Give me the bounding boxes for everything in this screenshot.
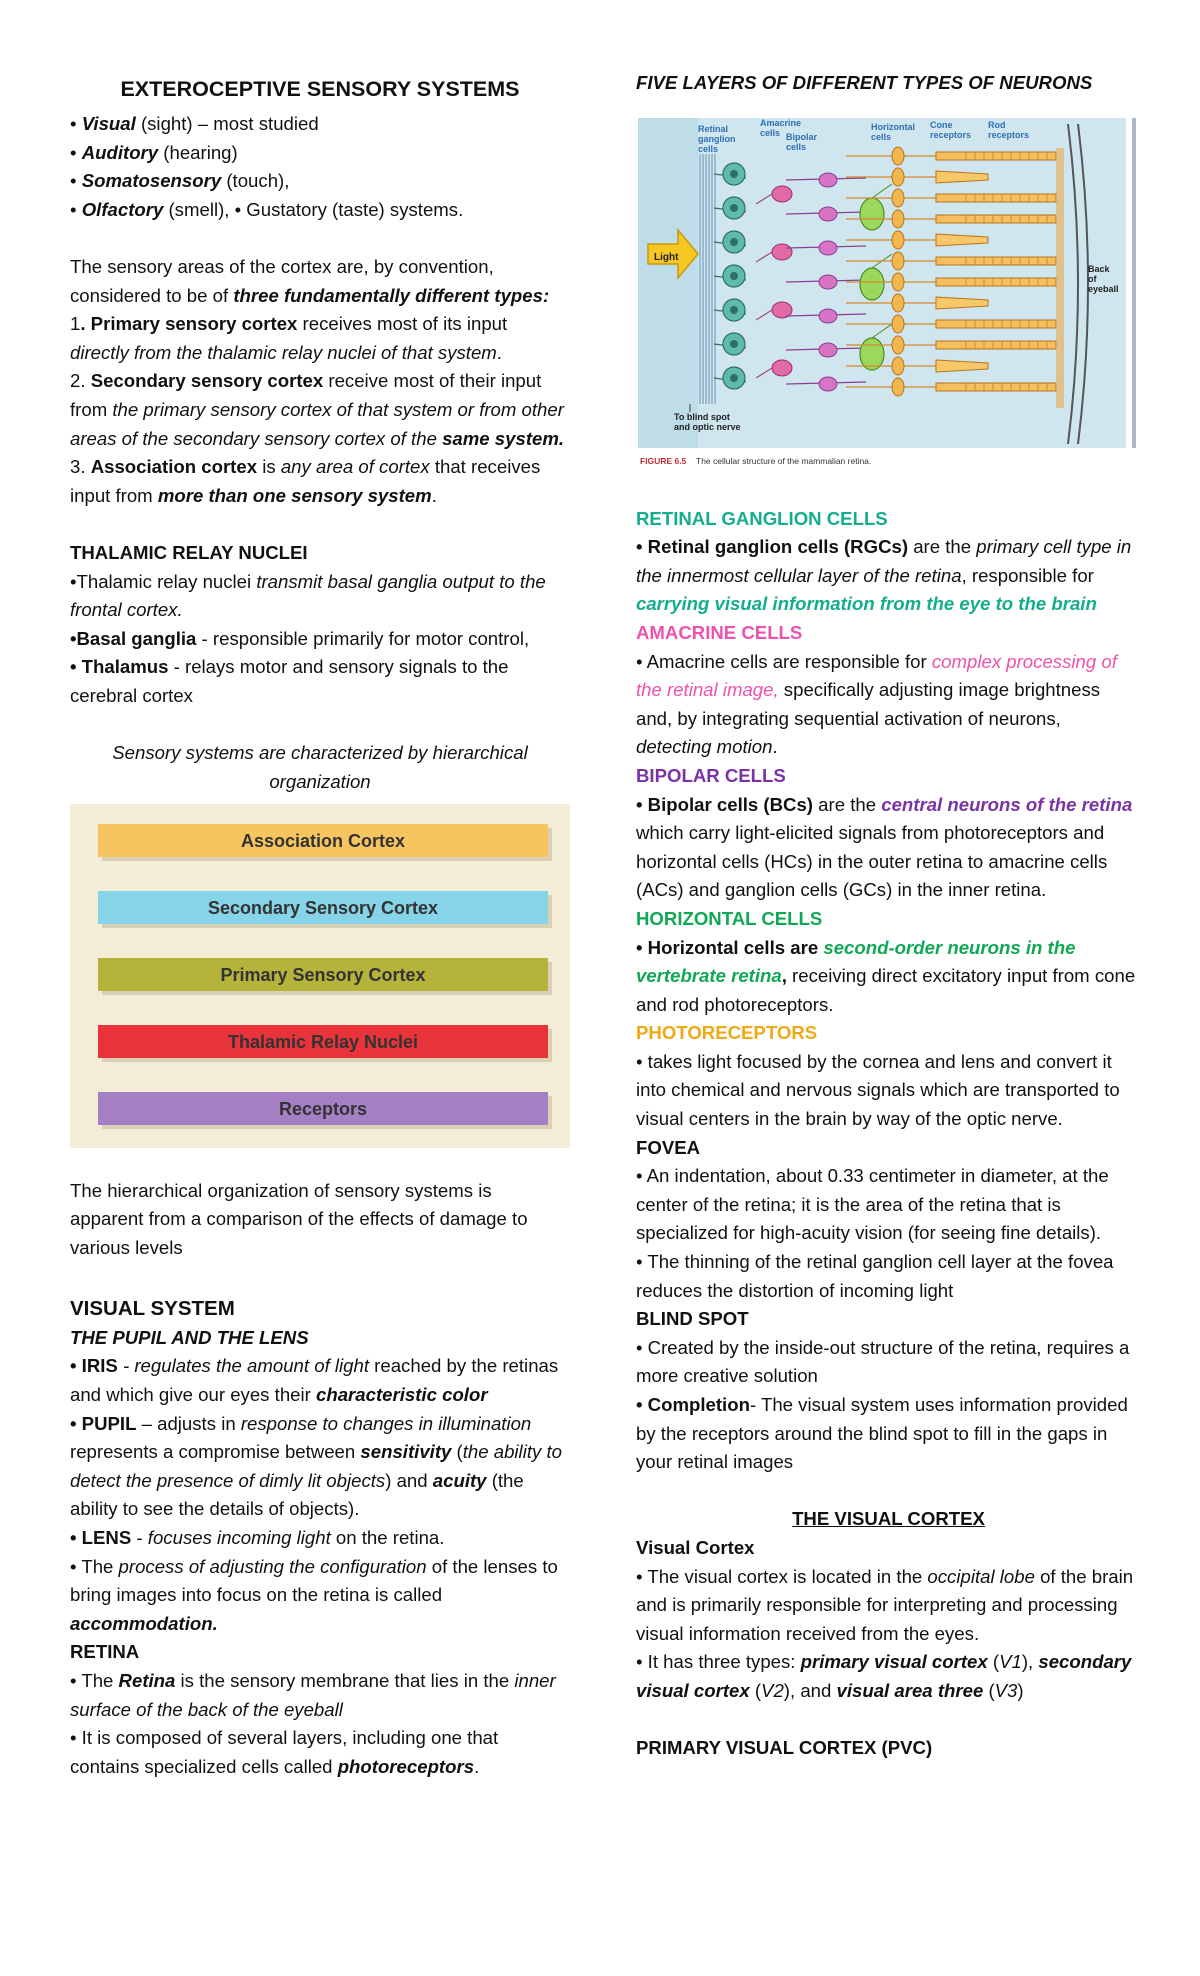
label-bipolar: Bipolar	[786, 132, 818, 142]
label-optic-nerve: and optic nerve	[674, 422, 741, 432]
emphasis-strong: Retina	[118, 1669, 176, 1691]
text: • The visual cortex is located in the	[636, 1565, 928, 1587]
emphasis-strong: same system.	[442, 427, 565, 449]
text: .	[431, 484, 437, 506]
hierarchy-bar-label: Primary Sensory Cortex	[220, 965, 426, 986]
label-receptors: receptors	[988, 130, 1030, 140]
page-title: EXTEROCEPTIVE SENSORY SYSTEMS	[120, 77, 520, 101]
pupil-item	[70, 1410, 570, 1524]
num: 3.	[70, 456, 91, 478]
left-column	[70, 68, 570, 1781]
iris-item	[70, 1352, 570, 1409]
bipolar-cell	[819, 241, 837, 255]
term: • Thalamus	[70, 656, 169, 678]
amacrine-heading: AMACRINE CELLS	[636, 621, 803, 643]
text: - relays motor and sensory signals to the cerebral cortex	[70, 656, 509, 706]
text: (	[987, 1651, 1000, 1673]
emphasis: transmit basal ganglia output to the frontal cortex.	[70, 570, 546, 621]
text: on the retina.	[330, 1526, 445, 1548]
receptor-nucleus	[892, 336, 904, 354]
term-auditory: Auditory	[81, 141, 159, 163]
label-blind-spot: To blind spot	[674, 412, 730, 422]
hierarchy-bar-label: Receptors	[278, 1099, 368, 1120]
bipolar-heading: BIPOLAR CELLS	[636, 764, 786, 786]
label-back: Back	[1088, 264, 1110, 274]
rgc-heading: RETINAL GANGLION CELLS	[636, 507, 888, 529]
figure-heading: FIVE LAYERS OF DIFFERENT TYPES OF NEURONS	[636, 72, 1093, 93]
term: • Bipolar cells (BCs)	[636, 793, 813, 815]
emphasis: V1	[999, 1651, 1022, 1673]
bipolar-cell	[819, 377, 837, 391]
text: ,	[781, 965, 787, 987]
visual-system-heading: VISUAL SYSTEM	[70, 1297, 235, 1321]
text: ) and	[385, 1469, 433, 1491]
bullet: •	[70, 141, 82, 163]
figure-number: FIGURE 6.5	[640, 456, 687, 466]
ganglion-nucleus	[730, 204, 738, 212]
text: .	[496, 341, 502, 363]
emphasis: the ability to detect the presence of dimly lit objects	[70, 1441, 562, 1491]
visual-cortex-heading: THE VISUAL CORTEX	[792, 1508, 985, 1530]
blind-spot-heading: BLIND SPOT	[636, 1308, 749, 1330]
text: represents a compromise between	[70, 1441, 361, 1463]
emphasis: V2	[761, 1679, 784, 1701]
text: receive most of their input from	[70, 370, 542, 420]
retina-figure	[636, 104, 1136, 476]
ganglion-nucleus	[730, 238, 738, 246]
label-retinal: Retinal	[698, 124, 729, 134]
receptor-nucleus	[892, 189, 904, 207]
retina-heading: RETINA	[70, 1641, 140, 1663]
retina-item	[70, 1724, 570, 1781]
label-cells: cells	[871, 132, 892, 142]
ganglion-nucleus	[730, 340, 738, 348]
emphasis: occipital lobe	[927, 1565, 1035, 1587]
text: receives most of its input	[297, 313, 508, 335]
pigment-layer	[1056, 148, 1064, 408]
amacrine-text	[636, 648, 1141, 762]
emphasis-strong: photoreceptors	[337, 1755, 475, 1777]
text: .	[772, 736, 778, 758]
visual-cortex-subheading: Visual Cortex	[636, 1536, 755, 1558]
intro-emphasis: three fundamentally different types:	[233, 284, 550, 306]
bipolar-cell	[819, 173, 837, 187]
horizontal-heading: HORIZONTAL CELLS	[636, 907, 823, 929]
bipolar-cell	[819, 207, 837, 221]
label-cells: cells	[760, 128, 781, 138]
emphasis: primary cell type in the innermost cellular layer of the retina	[636, 536, 1132, 586]
receptor-nucleus	[892, 252, 904, 270]
term: • Horizontal cells are	[636, 936, 824, 958]
hierarchy-bar-label: Thalamic Relay Nuclei	[227, 1032, 419, 1053]
term-visual: Visual	[81, 113, 136, 134]
receptor-nucleus	[892, 273, 904, 291]
label-ganglion: ganglion	[698, 134, 736, 144]
lens-item	[70, 1524, 570, 1553]
emphasis: focuses incoming light	[147, 1526, 331, 1548]
receptor-nucleus	[892, 315, 904, 333]
emphasis: detecting motion	[636, 736, 773, 758]
text: • The	[70, 1555, 119, 1577]
emphasis: - regulates the amount of light	[117, 1355, 370, 1377]
label-amacrine: Amacrine	[760, 118, 802, 128]
rgc-text	[636, 533, 1141, 619]
receptor-nucleus	[892, 231, 904, 249]
emphasis-strong: sensitivity	[360, 1441, 452, 1463]
text: .	[474, 1755, 480, 1777]
text: of the lenses to bring images into focus on the retina is called	[70, 1555, 558, 1606]
text: that receives input from	[70, 456, 541, 506]
receptor-nucleus	[892, 168, 904, 186]
bipolar-cell	[819, 275, 837, 289]
text: are the	[908, 536, 977, 558]
horizontal-cell	[860, 338, 884, 370]
text: - responsible primarily for motor control,	[196, 627, 530, 649]
accommodation-item	[70, 1553, 570, 1639]
label-eyeball: eyeball	[1088, 284, 1119, 294]
receptor-nucleus	[892, 210, 904, 228]
emphasis-strong: accommodation.	[70, 1612, 218, 1634]
type-primary	[70, 310, 570, 367]
bipolar-cell	[819, 309, 837, 323]
emphasis: V3	[994, 1679, 1018, 1701]
emphasis-strong: visual area three	[836, 1679, 984, 1701]
emphasis: the primary sensory cortex of that system or from other areas of the secondary sensory cortex of the	[70, 398, 564, 449]
hierarchy-diagram	[70, 804, 570, 1148]
bullet: •	[70, 113, 82, 134]
inner-band	[638, 118, 698, 448]
term: • IRIS	[70, 1355, 118, 1377]
num: 1	[70, 313, 81, 335]
list-item	[70, 167, 570, 196]
hierarchy-caption: Sensory systems are characterized by hierarchical organization	[112, 742, 528, 792]
hierarchy-note: The hierarchical organization of sensory systems is apparent from a comparison of the effects of damage to various levels	[70, 1179, 528, 1259]
thalamic-line	[70, 568, 570, 625]
type-association	[70, 453, 570, 510]
text: (	[983, 1679, 995, 1701]
text: reached by the retinas and which give our eyes their	[70, 1355, 559, 1405]
pupil-lens-heading: THE PUPIL AND THE LENS	[70, 1326, 309, 1348]
text: , responsible for	[961, 564, 1094, 586]
list-item	[70, 139, 570, 168]
right-column	[636, 68, 1141, 1763]
emphasis: directly from the thalamic relay nuclei of that system	[70, 341, 497, 363]
list-text: (hearing)	[158, 141, 238, 163]
text: specifically adjusting image brightness and, by integrating sequential activation of neurons,	[636, 679, 1101, 729]
term-olfactory: Olfactory	[81, 198, 164, 220]
ganglion-nucleus	[730, 374, 738, 382]
photoreceptors-text: • takes light focused by the cornea and lens and convert it into chemical and nervous signals which are transported to visual centers in the brain by way of the optic nerve.	[636, 1050, 1120, 1130]
visual-cortex-types	[636, 1648, 1141, 1705]
term: • LENS	[70, 1526, 132, 1548]
text: • Amacrine cells are responsible for	[636, 650, 932, 672]
text: are the	[813, 793, 882, 815]
amacrine-cell	[772, 186, 792, 202]
emphasis-colored: carrying visual information from the eye to the brain	[636, 593, 1097, 615]
text: of the brain and is primarily responsible for interpreting and processing visual information received from the eyes.	[636, 1565, 1134, 1644]
list-item	[70, 110, 570, 139]
list-text: (smell), • Gustatory (taste) systems.	[163, 198, 464, 220]
emphasis: any area of cortex	[280, 456, 430, 478]
bullet: •	[70, 198, 82, 220]
label-cone: Cone	[930, 120, 953, 130]
text: receiving direct excitatory input from cone and rod photoreceptors.	[636, 965, 1136, 1015]
term: • Completion	[636, 1394, 750, 1415]
ganglion-nucleus	[730, 272, 738, 280]
hierarchy-bar-label: Association Cortex	[240, 831, 406, 852]
fovea-text: • The thinning of the retinal ganglion cell layer at the fovea reduces the distortion of incoming light	[636, 1251, 1114, 1301]
text: (	[451, 1441, 463, 1463]
amacrine-cell	[772, 244, 792, 260]
amacrine-cell	[772, 360, 792, 376]
receptor-nucleus	[892, 378, 904, 396]
list-text: (touch),	[221, 170, 290, 192]
label-cells: cells	[698, 144, 719, 154]
emphasis-strong: secondary visual cortex	[636, 1651, 1132, 1701]
term: . Primary sensory cortex	[80, 313, 298, 335]
text: (	[749, 1679, 762, 1701]
emphasis-strong: characteristic color	[316, 1384, 488, 1405]
text: •Thalamic relay nuclei	[70, 570, 257, 592]
horizontal-cell	[860, 268, 884, 300]
right-border	[1132, 118, 1136, 464]
label-horizontal: Horizontal	[871, 122, 915, 132]
intro-text: The sensory areas of the cortex are, by convention, considered to be of	[70, 255, 494, 306]
type-secondary	[70, 367, 570, 453]
receptor-nucleus	[892, 147, 904, 165]
term: •Basal ganglia	[70, 627, 197, 649]
thalamic-line	[70, 625, 570, 654]
text: )	[1017, 1679, 1024, 1701]
label-rod: Rod	[988, 120, 1006, 130]
num: 2.	[70, 370, 91, 392]
ganglion-nucleus	[730, 306, 738, 314]
emphasis-colored: central neurons of the retina	[881, 793, 1133, 815]
emphasis: response to changes in illumination	[240, 1412, 532, 1434]
horizontal-text	[636, 934, 1141, 1020]
bipolar-text	[636, 791, 1141, 905]
text: -	[131, 1526, 148, 1548]
pvc-heading: PRIMARY VISUAL CORTEX (PVC)	[636, 1737, 933, 1759]
emphasis-colored: complex processing of the retinal image,	[636, 650, 1117, 701]
photoreceptors-heading: PHOTORECEPTORS	[636, 1022, 818, 1044]
emphasis: inner surface of the back of the eyeball	[70, 1669, 556, 1720]
completion-text	[636, 1391, 1141, 1477]
text: is the sensory membrane that lies in the	[175, 1669, 515, 1691]
term: • Retinal ganglion cells (RGCs)	[636, 536, 909, 558]
term: • PUPIL	[70, 1412, 137, 1434]
text: ),	[1021, 1651, 1039, 1673]
horizontal-cell	[860, 198, 884, 230]
term: Secondary sensory cortex	[90, 370, 324, 392]
label-of: of	[1088, 274, 1097, 284]
text: which carry light-elicited signals from photoreceptors and horizontal cells (HCs) in the outer retina to amacrine cells (ACs) and ganglion cells (GCs) in the inner retina.	[636, 822, 1108, 901]
text: • The	[70, 1669, 119, 1691]
text: is	[257, 456, 281, 478]
list-item	[70, 196, 570, 225]
emphasis: process of adjusting the configuration	[118, 1555, 427, 1577]
text: - The visual system uses information provided by the receptors around the blind spot to fill in the gaps in your retinal images	[636, 1394, 1128, 1473]
sensory-systems-list	[70, 110, 570, 224]
cortex-intro	[70, 253, 570, 310]
ganglion-nucleus	[730, 170, 738, 178]
retina-item	[70, 1667, 570, 1724]
bullet: •	[70, 170, 82, 192]
emphasis-strong: acuity	[432, 1469, 487, 1491]
term-somatosensory: Somatosensory	[81, 170, 222, 192]
fovea-heading: FOVEA	[636, 1136, 701, 1158]
list-text: (sight) – most studied	[135, 113, 319, 134]
emphasis-colored: second-order neurons in the vertebrate retina	[636, 936, 1076, 987]
label-receptors: receptors	[930, 130, 972, 140]
fovea-text: • An indentation, about 0.33 centimeter in diameter, at the center of the retina; it is the area of the retina that is specialized for high-acuity vision (for seeing fine details).	[636, 1165, 1109, 1244]
text: – adjusts in	[136, 1412, 241, 1434]
receptor-nucleus	[892, 357, 904, 375]
light-label: Light	[654, 252, 679, 263]
figure-caption: The cellular structure of the mammalian retina.	[696, 456, 872, 466]
bipolar-cell	[819, 343, 837, 357]
text: (the ability to see the details of objects).	[70, 1469, 524, 1520]
blind-spot-text: • Created by the inside-out structure of the retina, requires a more creative solution	[636, 1336, 1130, 1387]
emphasis-strong: more than one sensory system	[157, 484, 432, 506]
label-cells: cells	[786, 142, 807, 152]
receptor-nucleus	[892, 294, 904, 312]
text: ), and	[783, 1679, 837, 1701]
term: Association cortex	[90, 456, 258, 478]
emphasis-strong: primary visual cortex	[800, 1651, 988, 1673]
hierarchy-bar-label: Secondary Sensory Cortex	[207, 898, 439, 919]
thalamic-heading: THALAMIC RELAY NUCLEI	[70, 541, 308, 563]
text: • It has three types:	[636, 1651, 801, 1673]
thalamic-line	[70, 653, 570, 710]
visual-cortex-text	[636, 1563, 1141, 1649]
text: • It is composed of several layers, including one that contains specialized cells called	[70, 1727, 499, 1777]
